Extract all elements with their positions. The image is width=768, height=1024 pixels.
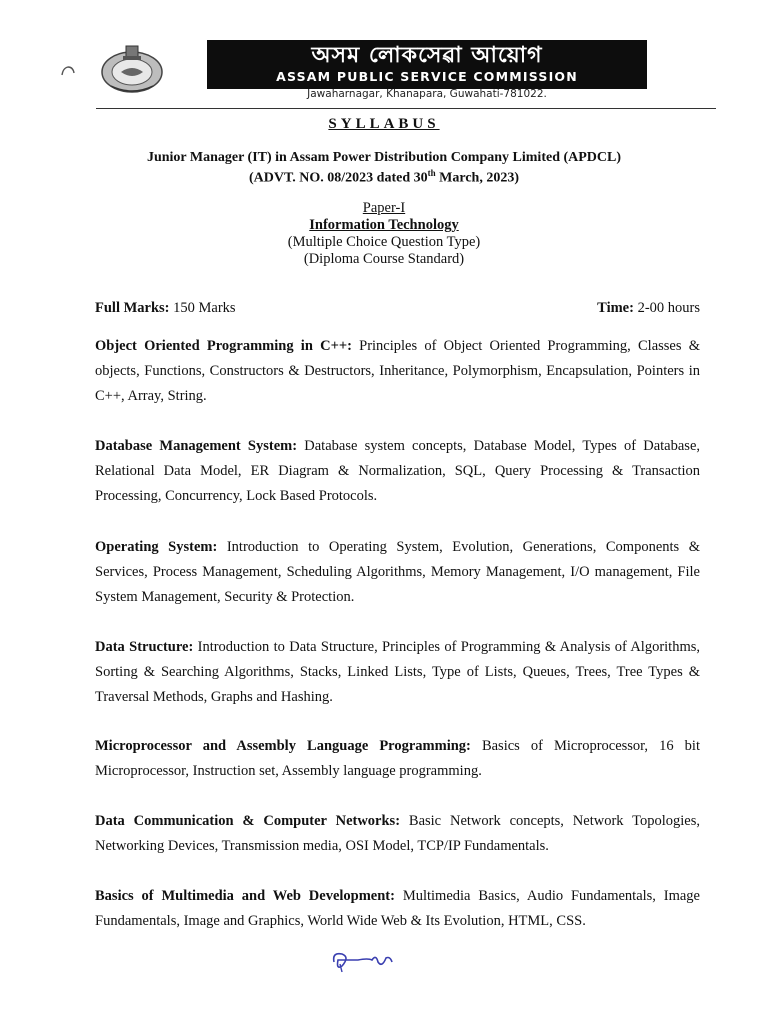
section-os bbox=[95, 535, 700, 610]
paper-number: Paper-I bbox=[362, 200, 406, 216]
section-networks bbox=[95, 809, 700, 859]
time-value: 2-00 hours bbox=[633, 300, 700, 316]
full-marks-label: Full Marks: bbox=[95, 300, 170, 316]
exam-time bbox=[597, 300, 700, 317]
section-heading: Microprocessor and Assembly Language Programming: bbox=[95, 738, 471, 754]
full-marks bbox=[95, 300, 236, 317]
section-text: Introduction to Data Structure, Principles of Programming & Analysis of Algorithms, Sorting & Searching Algorithms, Stacks, Linked Lists, Type of Lists, Queues, Trees, Tree Types & Traversal Methods, Graphs and Hashing. bbox=[95, 639, 700, 705]
time-label: Time: bbox=[597, 300, 634, 316]
paper-subject: Information Technology bbox=[309, 217, 459, 233]
section-microprocessor bbox=[95, 734, 700, 784]
section-data-structure bbox=[95, 635, 700, 710]
section-heading: Data Communication & Computer Networks: bbox=[95, 813, 401, 829]
section-text: Multimedia Basics, Audio Fundamentals, Image Fundamentals, Image and Graphics, World Wide Web & Its Evolution, HTML, CSS. bbox=[95, 888, 700, 929]
section-oop bbox=[95, 334, 700, 409]
section-heading: Object Oriented Programming in C++: bbox=[95, 338, 352, 354]
signature-mark bbox=[328, 948, 398, 974]
commission-name-assamese: অসম লোকসেৱা আয়োগ bbox=[311, 43, 543, 68]
commission-name-english: ASSAM PUBLIC SERVICE COMMISSION bbox=[276, 69, 578, 84]
section-heading: Data Structure: bbox=[95, 639, 194, 655]
page-title bbox=[0, 116, 768, 133]
commission-address: Jawaharnagar, Khanapara, Guwahati-781022. bbox=[307, 88, 547, 100]
page-title-text: SYLLABUS bbox=[328, 116, 440, 132]
header-divider bbox=[96, 108, 716, 109]
section-multimedia bbox=[95, 884, 700, 934]
section-text: Basics of Microprocessor, 16 bit Microprocessor, Instruction set, Assembly language programming. bbox=[95, 738, 700, 779]
state-emblem-icon bbox=[99, 42, 165, 94]
paper-block bbox=[0, 200, 768, 268]
full-marks-value: 150 Marks bbox=[169, 300, 236, 316]
section-heading: Database Management System: bbox=[95, 438, 298, 454]
section-heading: Basics of Multimedia and Web Development: bbox=[95, 888, 395, 904]
punch-hole-icon bbox=[61, 66, 75, 76]
marks-time-row bbox=[95, 300, 700, 317]
section-text: Introduction to Operating System, Evolution, Generations, Components & Services, Process Management, Scheduling Algorithms, Memory Management, I/O management, File System Management, Security & Protection. bbox=[95, 539, 700, 605]
post-title: Junior Manager (IT) in Assam Power Distribution Company Limited (APDCL) bbox=[146, 150, 622, 165]
advt-suffix: March, 2023) bbox=[435, 170, 519, 186]
section-text: Database system concepts, Database Model, Types of Database, Relational Data Model, ER Diagram & Normalization, SQL, Query Processing & Transaction Processing, Concurrency, Lock Based Protocols. bbox=[95, 438, 700, 504]
section-heading: Operating System: bbox=[95, 539, 218, 555]
paper-type: (Multiple Choice Question Type) bbox=[287, 234, 481, 250]
advt-prefix: (ADVT. NO. 08/2023 dated 30 bbox=[249, 170, 428, 186]
section-text: Basic Network concepts, Network Topologies, Networking Devices, Transmission media, OSI Model, TCP/IP Fundamentals. bbox=[95, 813, 700, 854]
section-text: Principles of Object Oriented Programming, Classes & objects, Functions, Constructors & Destructors, Inheritance, Polymorphism, Encapsulation, Pointers in C++, Array, String. bbox=[95, 338, 700, 404]
section-dbms bbox=[95, 434, 700, 509]
paper-standard: (Diploma Course Standard) bbox=[303, 251, 465, 267]
commission-banner bbox=[207, 40, 647, 89]
advertisement-line bbox=[0, 164, 768, 188]
advt-superscript: th bbox=[427, 168, 436, 178]
